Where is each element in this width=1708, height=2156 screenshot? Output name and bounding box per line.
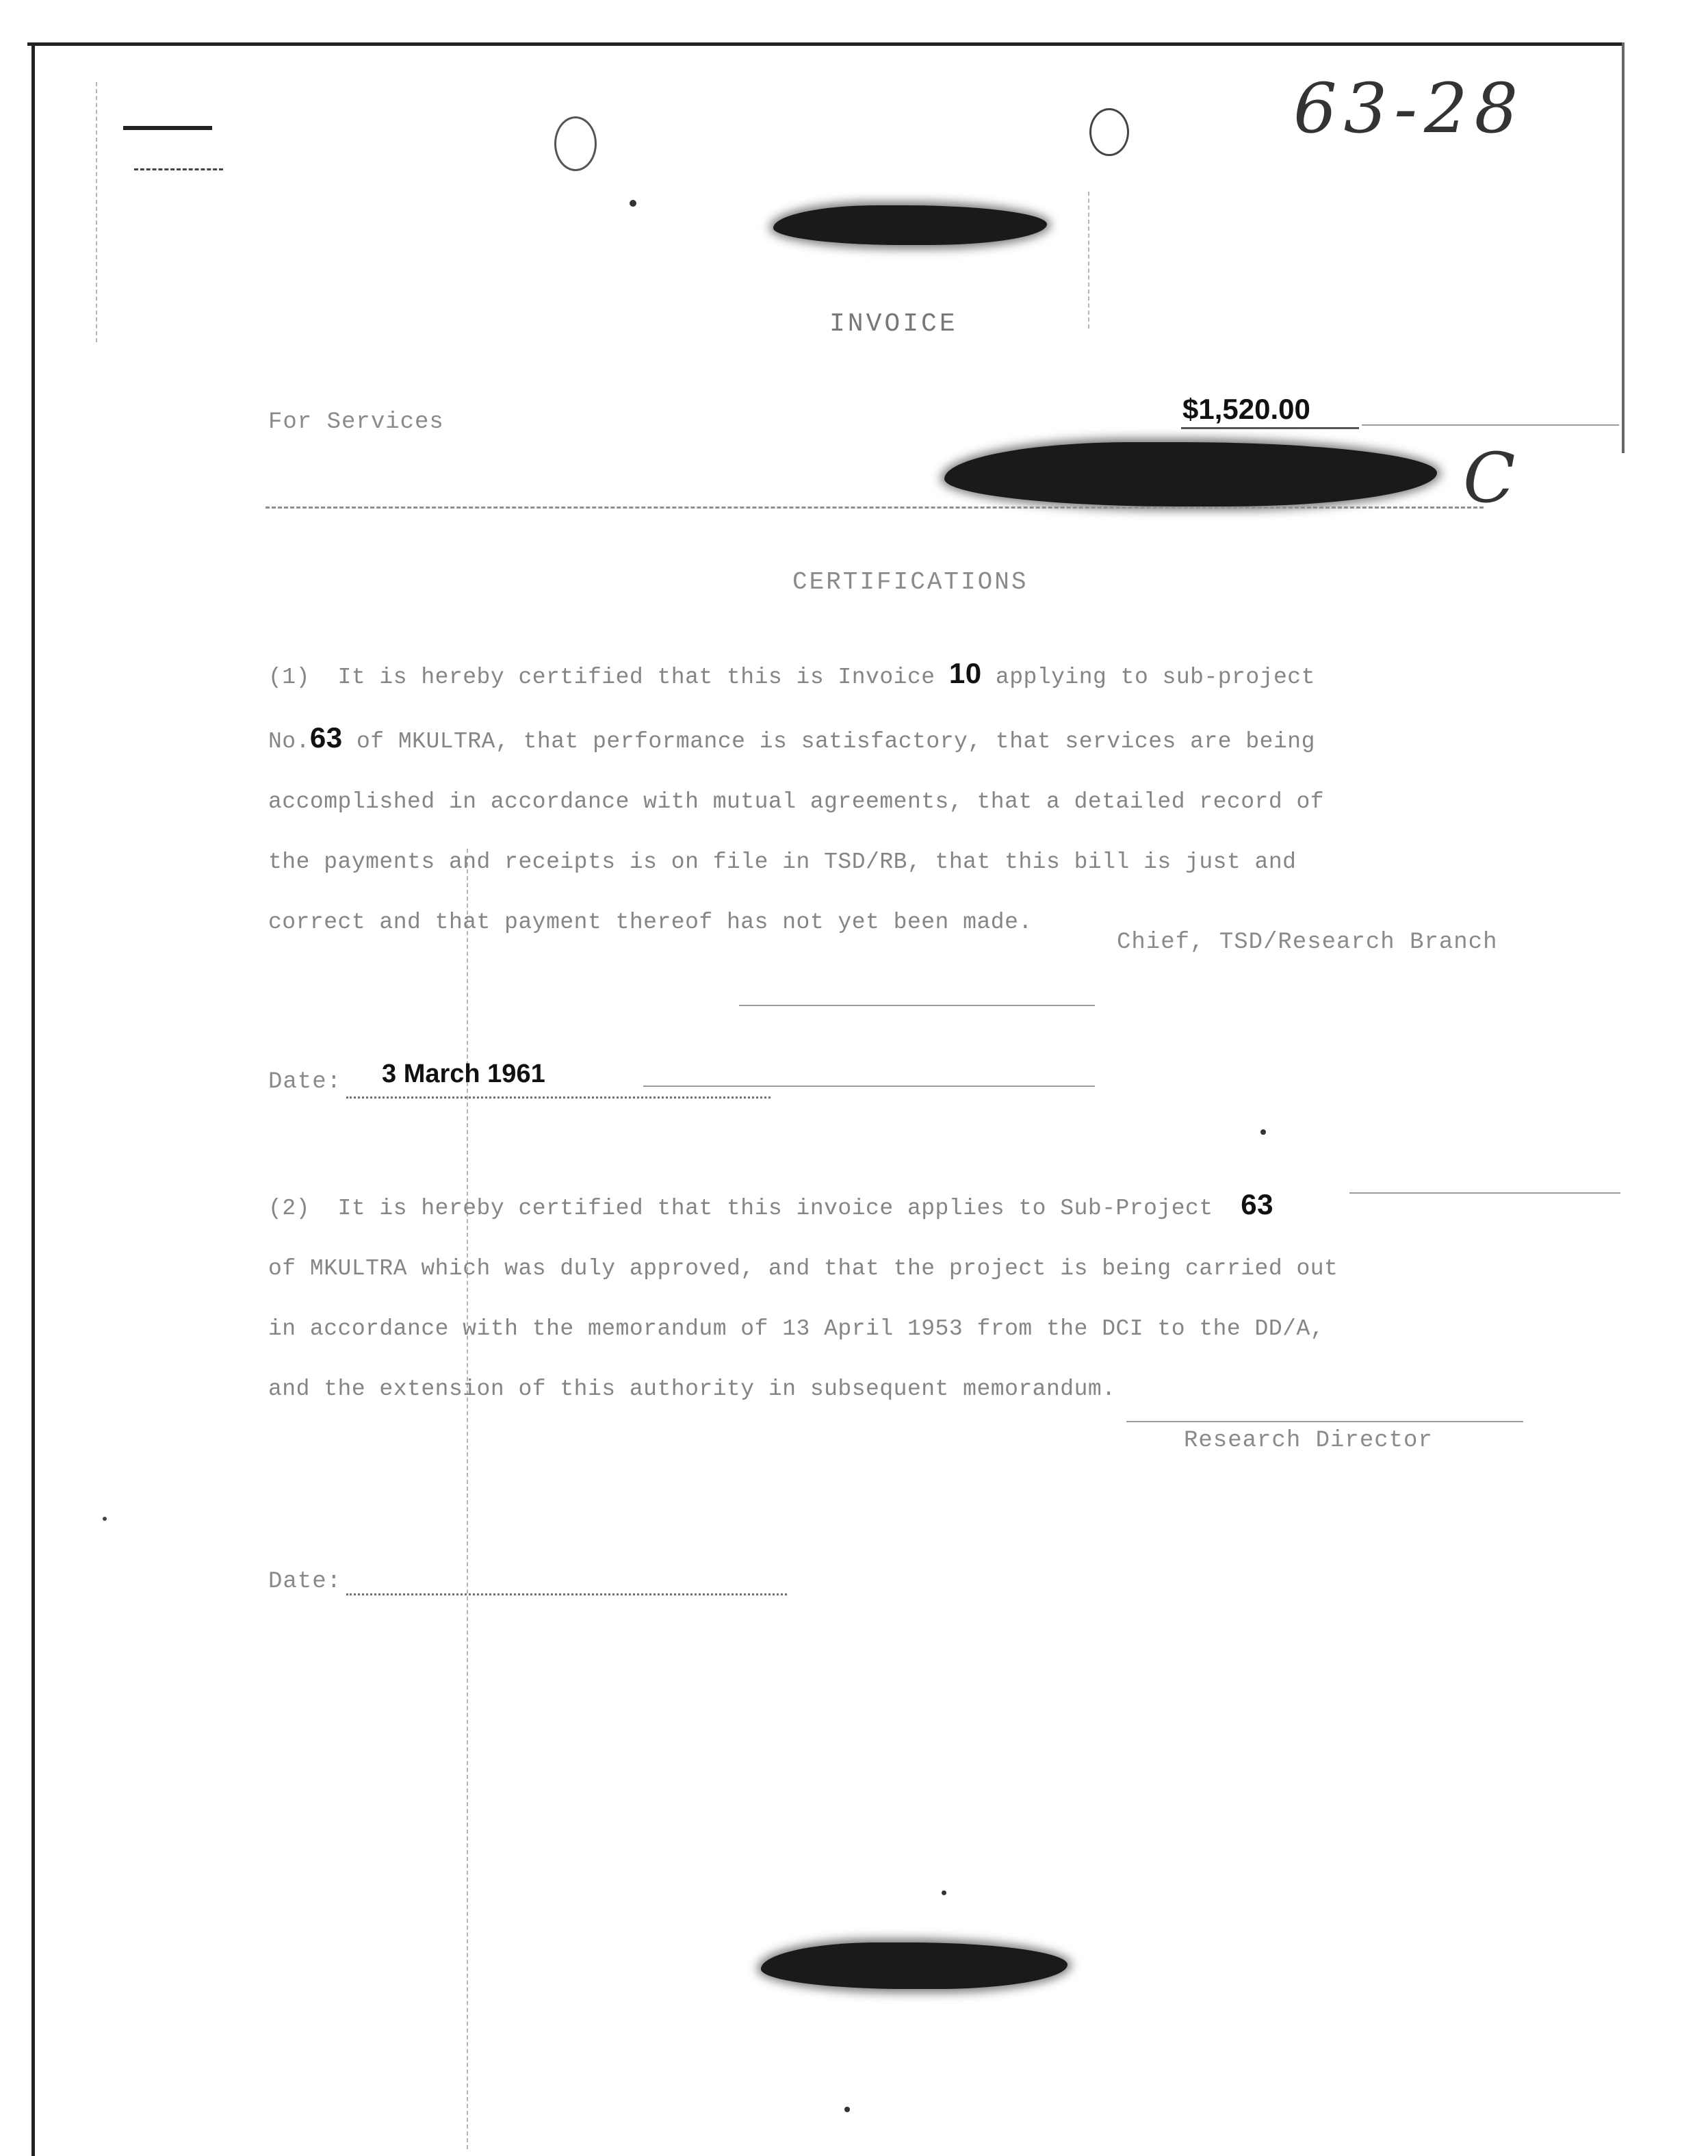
signature-line-mid bbox=[739, 1005, 1095, 1006]
redaction-middle bbox=[944, 442, 1437, 506]
subproject-number-1: 63 bbox=[309, 721, 343, 754]
document-title: INVOICE bbox=[829, 309, 958, 339]
date-label-1: Date: bbox=[268, 1069, 342, 1095]
certification-1 bbox=[268, 628, 1324, 968]
subproject-line-2 bbox=[1349, 1192, 1620, 1194]
top-border bbox=[27, 42, 1622, 46]
signature-title-1: Chief, TSD/Research Branch bbox=[1117, 929, 1498, 955]
scan-speck bbox=[942, 1890, 946, 1895]
cert1-line-5: correct and that payment thereof has not yet been made. bbox=[268, 910, 1033, 935]
section-separator bbox=[266, 506, 1484, 509]
left-border bbox=[31, 42, 35, 2156]
scan-speck bbox=[844, 2107, 850, 2112]
fold-line bbox=[96, 82, 97, 342]
cert2-line-1: (2) It is hereby certified that this invoice applies to Sub-Project 63 bbox=[268, 1188, 1273, 1221]
certifications-heading: CERTIFICATIONS bbox=[792, 568, 1028, 596]
redaction-top bbox=[773, 205, 1047, 245]
scan-speck bbox=[630, 200, 636, 207]
corner-mark: C bbox=[1463, 438, 1516, 518]
clip-mark bbox=[123, 126, 212, 130]
services-amount: $1,520.00 bbox=[1182, 393, 1310, 425]
signature-line-2 bbox=[1126, 1421, 1523, 1422]
scan-speck bbox=[1260, 1129, 1266, 1135]
scan-speck bbox=[103, 1517, 107, 1521]
cert2-line-3: in accordance with the memorandum of 13 April 1953 from the DCI to the DD/A, bbox=[268, 1316, 1325, 1342]
clip-mark-small bbox=[134, 168, 223, 172]
date-extension-line-1 bbox=[643, 1086, 1095, 1087]
cert1-line-4: the payments and receipts is on file in TSD/RB, that this bill is just and bbox=[268, 849, 1297, 875]
circle-mark bbox=[1089, 108, 1129, 156]
amount-extension-line bbox=[1362, 424, 1619, 426]
invoice-number: 10 bbox=[948, 657, 982, 689]
date-line-2 bbox=[346, 1593, 787, 1595]
fold-line bbox=[1088, 192, 1089, 329]
certification-2 bbox=[268, 1159, 1338, 1435]
subproject-number-2: 63 bbox=[1241, 1188, 1273, 1220]
fold-line bbox=[467, 849, 468, 2149]
cert2-line-2: of MKULTRA which was duly approved, and that the project is being carried out bbox=[268, 1256, 1338, 1281]
redaction-bottom bbox=[761, 1942, 1068, 1989]
services-label: For Services bbox=[268, 409, 444, 435]
cert2-line-4: and the extension of this authority in subsequent memorandum. bbox=[268, 1376, 1116, 1402]
date-label-2: Date: bbox=[268, 1569, 342, 1595]
date-line-1 bbox=[346, 1096, 771, 1099]
signature-title-2: Research Director bbox=[1184, 1428, 1433, 1454]
amount-underline bbox=[1181, 427, 1359, 429]
right-border bbox=[1622, 42, 1625, 453]
handwritten-reference: 63-28 bbox=[1293, 68, 1525, 149]
cert1-line-2: No.63 of MKULTRA, that performance is satisfactory, that services are being bbox=[268, 721, 1315, 754]
date-value-1: 3 March 1961 bbox=[382, 1060, 545, 1088]
cert1-line-3: accomplished in accordance with mutual agreements, that a detailed record of bbox=[268, 789, 1325, 814]
cert1-line-1: (1) It is hereby certified that this is Invoice 10 applying to sub-project bbox=[268, 657, 1315, 690]
circle-mark bbox=[554, 116, 597, 171]
